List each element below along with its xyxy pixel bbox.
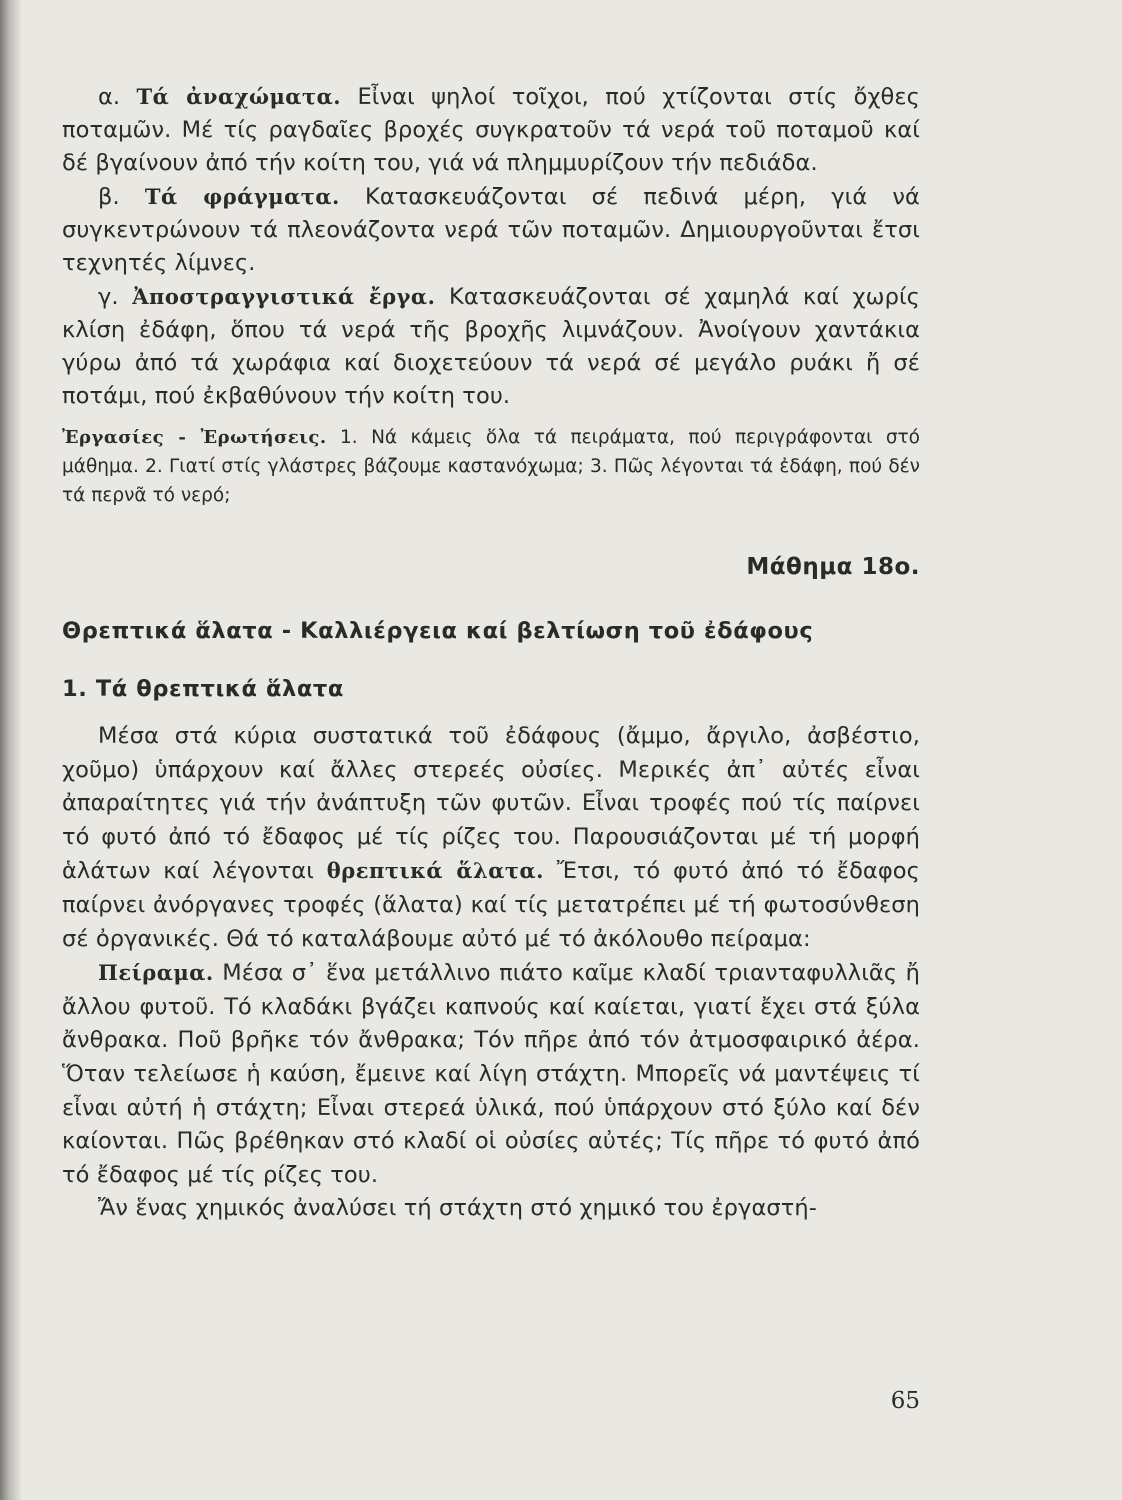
list-item-b-term: Τά φράγματα. [144, 184, 340, 209]
paragraph-experiment [62, 956, 920, 1192]
chapter-title: Θρεπτικά ἅλατα - Καλλιέργεια καί βελτίωση τοῦ ἐδάφους [62, 618, 814, 644]
paragraph-1-start: Μέσα στά κύρια συστατικά τοῦ ἐδάφους (ἄμμο, ἄργιλο, ἀσβέστιο, χοῦμο) ὑπάρχουν καί ἄλλες στερεές οὐσίες. Μερικές ἀπ᾽ αὐτές εἶναι ἀπαραίτητες γιά τήν ἀνάπτυξη τῶν φυτῶν. Εἶναι τροφές πού τίς παίρνει τό φυτό ἀπό τό ἔδαφος μέ τίς ρίζες του. Παρουσιάζονται μέ τή μορφή ἁλάτων καί λέγονται [62, 723, 920, 885]
text-block [62, 80, 920, 1226]
list-item-c-marker: γ. [98, 284, 119, 310]
list-item-c-term: Ἀποστραγγιστικά ἔργα. [132, 284, 436, 309]
list-item-b [62, 180, 920, 280]
term-nutrient-salts: θρεπτικά ἅλατα. [326, 858, 544, 884]
page-number: 65 [890, 1388, 920, 1414]
lesson-body [62, 720, 920, 1226]
list-item-a [62, 80, 920, 180]
paragraph-last: Ἄν ἕνας χημικός ἀναλύσει τή στάχτη στό χημικό του ἐργαστή- [98, 1195, 817, 1222]
list-item-a-text: Εἶναι ψηλοί τοῖχοι, πού χτίζονται στίς ὄχθες ποταμῶν. Μέ τίς ραγδαῖες βροχές συγκρατοῦν τά νερά τοῦ ποταμοῦ καί δέ βγαίνουν ἀπό τήν κοίτη του, γιά νά πλημμυρίζουν τήν πεδιάδα. [62, 84, 920, 176]
paragraph-1-end: Ἔτσι, τό φυτό ἀπό τό ἔδαφος παίρνει ἀνόργανες τροφές (ἅλατα) καί τίς μετατρέπει μέ τή φωτοσύνθεση σέ ὀργανικές. Θά τό καταλάβουμε αὐτό μέ τό ἀκόλουθο πείραμα: [62, 858, 920, 952]
lesson-heading: Μάθημα 18ο. [746, 554, 920, 580]
list-item-b-marker: β. [98, 184, 120, 210]
exercises-questions [62, 423, 920, 510]
experiment-text: Μέσα σ᾽ ἕνα μετάλλινο πιάτο καῖμε κλαδί τριανταφυλλιᾶς ἤ ἄλλου φυτοῦ. Τό κλαδάκι βγάζει καπνούς καί καίεται, γιατί ἔχει στά ξύλα ἄνθρακα. Ποῦ βρῆκε τόν ἄνθρακα; Τόν πῆρε ἀπό τόν ἀτμοσφαιρικό ἀέρα. Ὅταν τελείωσε ἡ καύση, ἔμεινε καί λίγη στάχτη. Μπορεῖς νά μαντέψεις τί εἶναι αὐτή ἡ στάχτη; Εἶναι στερεά ὑλικά, πού ὑπάρχουν στό ξύλο καί δέν καίονται. Πῶς βρέθηκαν στό κλαδί οἱ οὐσίες αὐτές; Τίς πῆρε τό φυτό ἀπό τό ἔδαφος μέ τίς ρίζες του. [62, 960, 920, 1188]
list-item-a-marker: α. [98, 84, 121, 110]
exercises-label: Ἐργασίες - Ἐρωτήσεις. [62, 427, 327, 448]
paragraph-nutrient-salts [62, 720, 920, 956]
list-item-a-term: Τά ἀναχώματα. [136, 84, 342, 109]
section-title: 1. Τά θρεπτικά ἅλατα [62, 676, 344, 702]
exercises-text: 1. Νά κάμεις ὅλα τά πειράματα, πού περιγράφονται στό μάθημα. 2. Γιατί στίς γλάστρες βάζουμε καστανόχωμα; 3. Πῶς λέγονται τά ἐδάφη, πού δέν τά περνᾶ τό νερό; [62, 427, 920, 506]
list-item-c [62, 280, 920, 413]
page-spine-shadow [0, 0, 22, 1500]
list-item-c-text: Κατασκευάζονται σέ χαμηλά καί χωρίς κλίση ἐδάφη, ὅπου τά νερά τῆς βροχῆς λιμνάζουν. Ἀνοίγουν χαντάκια γύρω ἀπό τά χωράφια καί διοχετεύουν τά νερά σέ μεγάλο ρυάκι ἤ σέ ποτάμι, πού ἐκβαθύνουν τήν κοίτη του. [62, 284, 920, 409]
experiment-label: Πείραμα. [98, 960, 214, 986]
list-item-b-text: Κατασκευάζονται σέ πεδινά μέρη, γιά νά συγκεντρώνουν τά πλεονάζοντα νερά τῶν ποταμῶν. Δημιουργοῦνται ἔτσι τεχνητές λίμνες. [62, 184, 920, 276]
